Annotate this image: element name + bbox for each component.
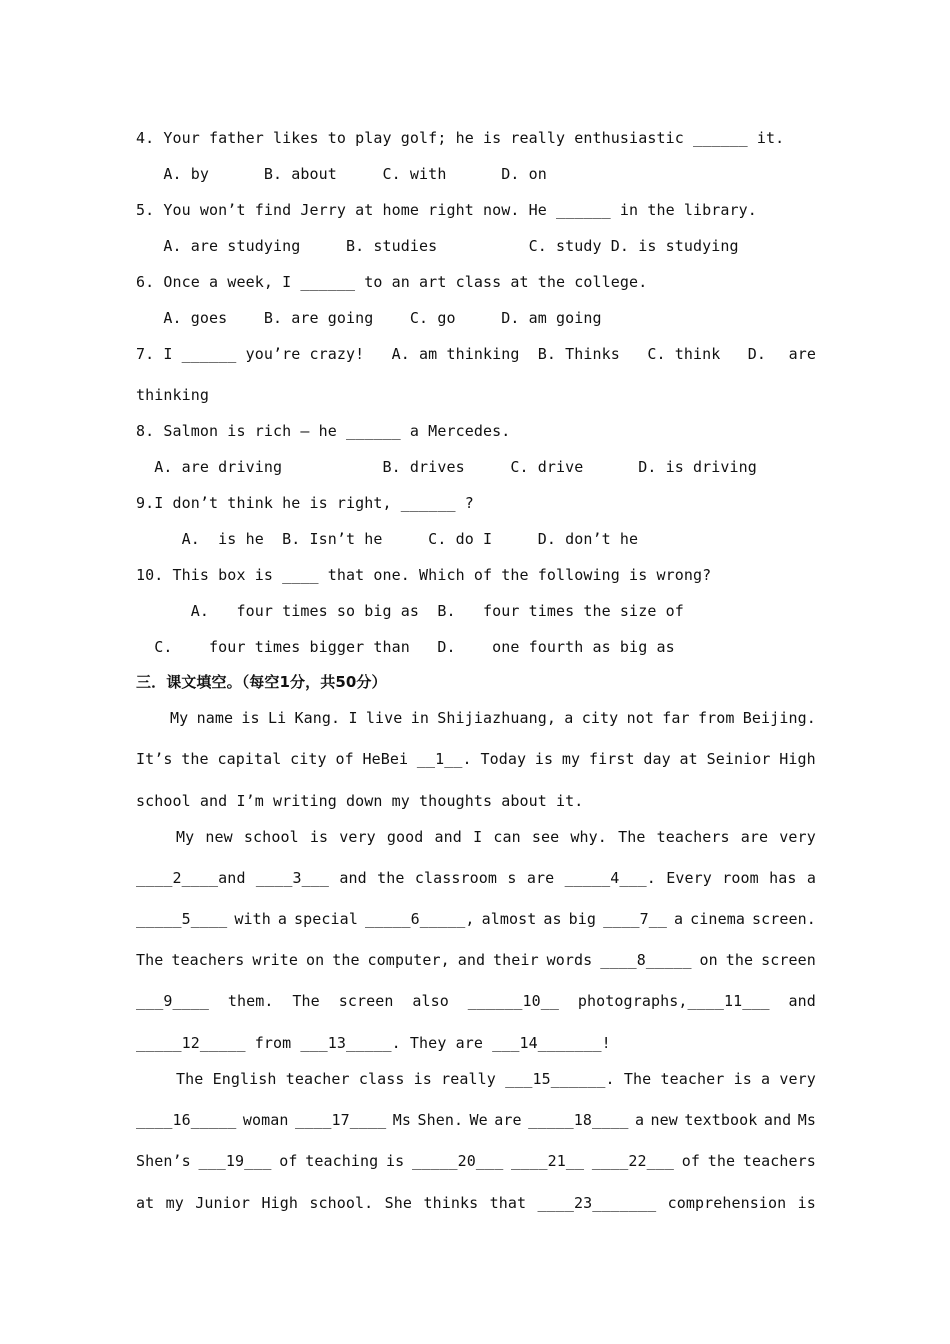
- passage-word: HeBei: [362, 750, 409, 768]
- passage-word: and: [788, 992, 816, 1010]
- passage-word: The: [136, 951, 164, 969]
- passage-word: and: [457, 951, 486, 969]
- passage-word: is: [241, 709, 260, 727]
- passage-word: very: [339, 828, 376, 846]
- passage-word: live: [365, 709, 403, 727]
- passage-word: teachers: [656, 828, 730, 846]
- passage-word: Beijing.: [742, 709, 816, 727]
- passage-word: special: [294, 910, 358, 928]
- passage-word: a: [806, 869, 816, 887]
- passage-word: them.: [227, 992, 274, 1010]
- passage-word: Seinior: [706, 750, 771, 768]
- passage-word: can: [493, 828, 521, 846]
- passage-word: My: [176, 828, 195, 846]
- blank-word: _____18____: [528, 1111, 629, 1129]
- passage-word: a: [564, 709, 574, 727]
- passage-word: new: [650, 1111, 678, 1129]
- passage-word: is: [386, 1152, 405, 1170]
- passage-word: The: [292, 992, 320, 1010]
- passage-word: English: [212, 1070, 277, 1088]
- passage-word: of: [335, 750, 354, 768]
- passage-word: school and I’m writing down my thoughts about it.: [136, 792, 584, 810]
- passage-word: of: [681, 1152, 700, 1170]
- question-9-stem: 9.I don’t think he is right, ______ ?: [136, 494, 474, 512]
- passage-word: Shen.: [417, 1111, 464, 1129]
- blank-word: ____23_______: [537, 1194, 657, 1212]
- blank-word: ______10__: [467, 992, 560, 1010]
- passage-line: [176, 827, 816, 847]
- passage-word: also: [412, 992, 449, 1010]
- passage-word: a: [634, 1111, 645, 1129]
- passage-word: We: [469, 1111, 488, 1129]
- passage-word: a: [277, 910, 288, 928]
- passage-word: the: [707, 1152, 736, 1170]
- passage-word: very: [779, 828, 816, 846]
- passage-word: the: [377, 869, 405, 887]
- blank-word: ___19___: [198, 1152, 272, 1170]
- passage-word: write: [252, 951, 299, 969]
- passage-word: s: [507, 869, 517, 887]
- blank-word: _____4___.: [564, 869, 656, 887]
- passage-word: teachers: [171, 951, 245, 969]
- passage-word: are: [494, 1111, 522, 1129]
- passage-word: cinema: [690, 910, 745, 928]
- passage-word: big: [568, 910, 597, 928]
- passage-word: first: [588, 750, 635, 768]
- passage-word: capital: [217, 750, 282, 768]
- passage-word: my: [561, 750, 581, 768]
- passage-word: I: [348, 709, 358, 727]
- blank-word: photographs,____11___: [577, 992, 770, 1010]
- passage-word: good: [386, 828, 424, 846]
- passage-line: [176, 1069, 816, 1089]
- passage-word: is: [413, 1070, 432, 1088]
- blank-word: __1__.: [416, 750, 472, 768]
- passage-word: comprehension: [667, 1194, 787, 1212]
- passage-line: [136, 1110, 816, 1130]
- passage-word: Li: [267, 709, 287, 727]
- passage-word: and: [434, 828, 462, 846]
- passage-word: The: [623, 1070, 652, 1088]
- passage-word: classroom: [414, 869, 497, 887]
- passage-line: [136, 1033, 816, 1053]
- question-7-stem-end: are: [788, 345, 816, 363]
- blank-word: _____12_____ from ___13_____. They are ___14_______!: [136, 1034, 611, 1052]
- passage-word: almost: [481, 910, 537, 928]
- passage-word: very: [779, 1070, 816, 1088]
- passage-word: thinks: [423, 1194, 479, 1212]
- passage-line: [136, 791, 816, 811]
- passage-word: far: [662, 709, 690, 727]
- passage-word: I: [473, 828, 483, 846]
- passage-word: city: [581, 709, 619, 727]
- passage-word: screen: [338, 992, 394, 1010]
- passage-word: is: [309, 828, 329, 846]
- passage-word: on: [305, 951, 325, 969]
- question-9-options: A. is he B. Isn’t he C. do I D. don’t he: [136, 530, 639, 548]
- passage-word: new: [205, 828, 233, 846]
- blank-word: ____2____and: [136, 869, 246, 887]
- passage-word: from: [697, 709, 735, 727]
- passage-word: in: [410, 709, 429, 727]
- passage-word: room: [722, 869, 759, 887]
- passage-word: Today: [480, 750, 527, 768]
- passage-line: [136, 909, 816, 929]
- question-6-stem: 6. Once a week, I ______ to an art class at the college.: [136, 273, 648, 291]
- passage-word: Every: [666, 869, 712, 887]
- passage-word: city: [290, 750, 327, 768]
- passage-word: Shen’s: [136, 1152, 191, 1170]
- passage-word: my: [165, 1194, 184, 1212]
- question-8-stem: 8. Salmon is rich — he ______ a Mercedes.: [136, 422, 511, 440]
- passage-word: screen.: [751, 910, 816, 928]
- passage-word: at: [679, 750, 698, 768]
- passage-word: a: [674, 910, 684, 928]
- passage-word: teaching: [305, 1152, 379, 1170]
- blank-word: ___9____: [136, 992, 210, 1010]
- passage-word: screen: [761, 951, 816, 969]
- passage-word: why.: [570, 828, 607, 846]
- passage-word: the: [725, 951, 754, 969]
- passage-word: She: [384, 1194, 413, 1212]
- question-7-stem-continued: thinking: [136, 386, 210, 404]
- blank-word: ____7__: [603, 910, 667, 928]
- passage-word: Ms: [797, 1111, 816, 1129]
- passage-word: teachers: [742, 1152, 816, 1170]
- blank-word: _____5____: [136, 910, 228, 928]
- passage-word: Ms: [392, 1111, 411, 1129]
- question-5-options: A. are studying B. studies C. study D. is studying: [136, 237, 739, 255]
- blank-word: ____22___: [591, 1152, 674, 1170]
- passage-word: and: [763, 1111, 792, 1129]
- passage-word: Shijiazhuang,: [437, 709, 556, 727]
- passage-line: [136, 868, 816, 888]
- blank-word: _____6_____,: [364, 910, 475, 928]
- question-7-stem-main: 7. I ______ you’re crazy! A. am thinking B. Thinks C. think D.: [136, 345, 767, 363]
- passage-word: computer,: [367, 951, 450, 969]
- passage-word: name: [196, 709, 234, 727]
- passage-word: It’s: [136, 750, 173, 768]
- passage-word: not: [626, 709, 654, 727]
- passage-word: the: [181, 750, 209, 768]
- passage-line: [136, 1193, 816, 1213]
- passage-word: at: [136, 1194, 155, 1212]
- passage-word: school: [243, 828, 299, 846]
- blank-word: _____20___: [412, 1152, 504, 1170]
- passage-word: are: [740, 828, 769, 846]
- passage-word: school.: [309, 1194, 374, 1212]
- passage-word: are: [526, 869, 555, 887]
- blank-word: ___15______.: [505, 1070, 615, 1088]
- passage-line: [170, 708, 816, 728]
- question-10-stem: 10. This box is ____ that one. Which of the following is wrong?: [136, 566, 712, 584]
- passage-word: High: [779, 750, 816, 768]
- question-8-options: A. are driving B. drives C. drive D. is driving: [136, 458, 757, 476]
- passage-word: that: [489, 1194, 527, 1212]
- question-7-stem: [136, 344, 816, 364]
- passage-word: teacher: [285, 1070, 350, 1088]
- passage-word: day: [643, 750, 671, 768]
- passage-word: Junior: [195, 1194, 251, 1212]
- passage-word: is: [797, 1194, 816, 1212]
- question-5-stem: 5. You won’t find Jerry at home right now. He ______ in the library.: [136, 201, 757, 219]
- passage-word: class: [358, 1070, 405, 1088]
- passage-word: The: [618, 828, 646, 846]
- blank-word: ____8_____: [600, 951, 692, 969]
- passage-word: The: [176, 1070, 204, 1088]
- passage-word: and: [339, 869, 367, 887]
- question-6-options: A. goes B. are going C. go D. am going: [136, 309, 602, 327]
- passage-line: [136, 749, 816, 769]
- passage-word: is: [733, 1070, 752, 1088]
- passage-word: of: [279, 1152, 298, 1170]
- blank-word: ____3___: [255, 869, 329, 887]
- passage-word: is: [534, 750, 554, 768]
- blank-word: ____21__: [511, 1152, 585, 1170]
- passage-word: a: [761, 1070, 771, 1088]
- passage-word: Kang.: [294, 709, 341, 727]
- question-10-options-ab: A. four times so big as B. four times the size of: [136, 602, 684, 620]
- passage-word: really: [441, 1070, 496, 1088]
- passage-word: textbook: [684, 1111, 758, 1129]
- passage-word: woman: [242, 1111, 289, 1129]
- question-4-stem: 4. Your father likes to play golf; he is really enthusiastic ______ it.: [136, 129, 785, 147]
- passage-word: their: [493, 951, 539, 969]
- passage-word: the: [332, 951, 360, 969]
- passage-line: [136, 991, 816, 1011]
- passage-word: words: [546, 951, 593, 969]
- passage-word: teacher: [660, 1070, 725, 1088]
- passage-line: [136, 950, 816, 970]
- passage-word: on: [699, 951, 718, 969]
- blank-word: ____16_____: [136, 1111, 237, 1129]
- passage-word: see: [531, 828, 560, 846]
- passage-word: with: [234, 910, 271, 928]
- passage-line: [136, 1151, 816, 1171]
- question-4-options: A. by B. about C. with D. on: [136, 165, 547, 183]
- question-10-options-cd: C. four times bigger than D. one fourth as big as: [136, 638, 675, 656]
- passage-word: High: [261, 1194, 298, 1212]
- section-3-heading: 三．课文填空。（每空1分，共50分）: [136, 673, 387, 691]
- passage-word: as: [543, 910, 562, 928]
- passage-word: has: [769, 869, 797, 887]
- passage-word: My: [170, 709, 189, 727]
- blank-word: ____17____: [294, 1111, 387, 1129]
